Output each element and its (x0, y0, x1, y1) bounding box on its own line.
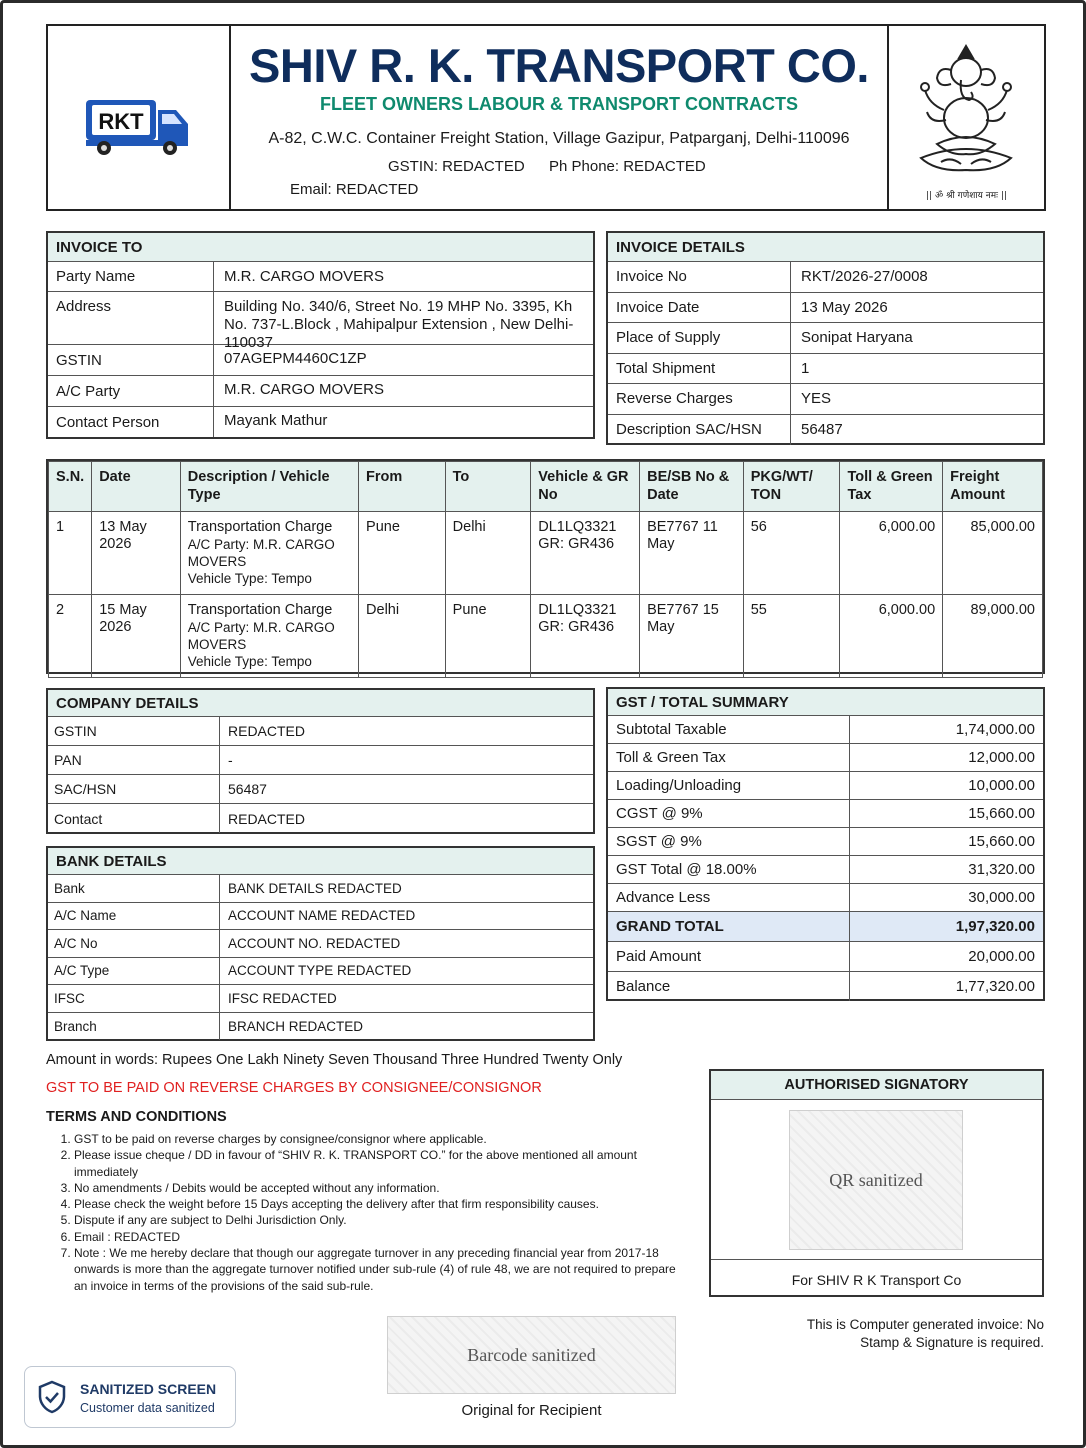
summary-label: Toll & Green Tax (608, 744, 850, 771)
bank-details-row (48, 985, 593, 1013)
invoice-to-title: INVOICE TO (48, 233, 593, 262)
col-header: Toll & Green Tax (840, 462, 943, 512)
summary-row (608, 800, 1043, 828)
kv-value: ACCOUNT TYPE REDACTED (228, 963, 412, 979)
cell-freight: 89,000.00 (943, 595, 1043, 678)
cell-be: BE7767 11 May (640, 512, 744, 595)
original-for-recipient: Original for Recipient (461, 1402, 602, 1419)
kv-label: SAC/HSN (48, 775, 220, 803)
col-header: Vehicle & GR No (531, 462, 640, 512)
kv-value: RKT/2026-27/0008 (801, 268, 928, 285)
summary-row (608, 828, 1043, 856)
kv-label: Bank (48, 875, 220, 902)
summary-row (608, 856, 1043, 884)
desc-line: Transportation Charge (187, 602, 333, 618)
col-header: Date (92, 462, 181, 512)
kv-label: GSTIN (48, 345, 214, 375)
company-phone: Ph Phone: REDACTED (549, 158, 706, 175)
kv-value: YES (801, 390, 832, 407)
kv-value: M.R. CARGO MOVERS (224, 381, 385, 398)
cell-to: Delhi (445, 512, 531, 595)
signatory-for-text: For SHIV R K Transport Co (791, 1272, 962, 1288)
cell-pkg: 56 (743, 512, 840, 595)
summary-row (608, 772, 1043, 800)
cell-from: Delhi (359, 595, 446, 678)
kv-label: PAN (48, 746, 220, 774)
kv-value: 56487 (228, 781, 267, 797)
col-header: From (359, 462, 446, 512)
table-row (49, 595, 1043, 678)
invoice-to-row (48, 407, 593, 437)
kv-value: 1 (801, 359, 810, 377)
cell-pkg: 55 (743, 595, 840, 678)
sanitized-badge-subtitle: Customer data sanitized (80, 1401, 215, 1415)
cell-vehicle (531, 595, 640, 678)
invoice-details-row (608, 262, 1043, 293)
summary-row (608, 942, 1043, 972)
col-header: PKG/WT/ TON (743, 462, 840, 512)
kv-value: BANK DETAILS REDACTED (228, 880, 402, 896)
shield-check-icon (37, 1380, 67, 1414)
kv-value: ACCOUNT NAME REDACTED (228, 908, 416, 924)
summary-value: 1,77,320.00 (955, 978, 1035, 995)
kv-label: A/C Party (48, 376, 214, 406)
col-header: To (445, 462, 531, 512)
company-details-row (48, 717, 593, 746)
signatory-footer (711, 1259, 1042, 1295)
invoice-to-box (46, 231, 595, 439)
sanitized-badge (24, 1366, 236, 1428)
gst-reverse-notice: GST TO BE PAID ON REVERSE CHARGES BY CONSIGNEE/CONSIGNOR (46, 1080, 542, 1096)
kv-value: Mayank Mathur (224, 412, 328, 429)
terms-item: 3. No amendments / Debits would be accepted without any information. (74, 1180, 676, 1196)
kv-label: IFSC (48, 985, 220, 1012)
computer-generated-note: This is Computer generated invoice: No Stamp & Signature is required. (806, 1317, 1044, 1350)
kv-label: A/C Name (48, 903, 220, 930)
desc-vehicle-type: Vehicle Type: Tempo (187, 571, 312, 586)
truck-logo-icon (84, 96, 194, 156)
kv-value: IFSC REDACTED (228, 990, 337, 1006)
kv-label: Address (48, 292, 214, 344)
sanitized-badge-title: SANITIZED SCREEN (80, 1381, 217, 1397)
summary-value: 10,000.00 (968, 777, 1035, 794)
line-items-table (46, 459, 1045, 674)
terms-item: 5. Dispute if any are subject to Delhi Jurisdiction Only. (74, 1212, 676, 1228)
table-row (49, 512, 1043, 595)
summary-value: 15,660.00 (968, 805, 1035, 822)
company-tagline: FLEET OWNERS LABOUR & TRANSPORT CONTRACTS (320, 94, 798, 114)
kv-label: A/C No (48, 930, 220, 957)
kv-value: 56487 (801, 420, 843, 438)
kv-label: Contact (48, 804, 220, 833)
gr-no: GR: GR436 (538, 619, 615, 635)
summary-label: GST Total @ 18.00% (608, 856, 850, 883)
desc-party: A/C Party: M.R. CARGO MOVERS (187, 620, 335, 652)
kv-label: Invoice Date (608, 293, 791, 323)
bank-details-box (46, 846, 595, 1041)
cell-toll: 6,000.00 (840, 595, 943, 678)
barcode-placeholder: Barcode sanitized (387, 1316, 676, 1394)
col-header: Freight Amount (943, 462, 1043, 512)
invoice-to-row (48, 292, 593, 351)
terms-item: 4. Please check the weight before 15 Days accepting the delivery after that firm responsibility causes. (74, 1196, 676, 1212)
kv-label: Total Shipment (608, 354, 791, 384)
cell-freight: 85,000.00 (943, 512, 1043, 595)
summary-value: 1,74,000.00 (955, 721, 1035, 738)
bank-details-title: BANK DETAILS (48, 848, 593, 875)
summary-label: Subtotal Taxable (608, 716, 850, 743)
terms-list (46, 1131, 676, 1294)
desc-vehicle-type: Vehicle Type: Tempo (187, 654, 312, 669)
summary-row (608, 716, 1043, 744)
kv-label: Description SAC/HSN (608, 415, 791, 446)
logo-cell (48, 26, 231, 209)
vehicle-no: DL1LQ3321 (538, 519, 617, 535)
bank-details-row (48, 930, 593, 958)
kv-label: A/C Type (48, 958, 220, 985)
company-name: SHIV R. K. TRANSPORT CO. (249, 39, 869, 92)
kv-label: Contact Person (48, 407, 214, 437)
mantra-text: || ॐ श्री गणेशाय नमः || (926, 191, 1007, 201)
cell-toll: 6,000.00 (840, 512, 943, 595)
summary-value: 30,000.00 (968, 889, 1035, 906)
cell-from: Pune (359, 512, 446, 595)
invoice-details-title: INVOICE DETAILS (608, 233, 1043, 262)
kv-value: REDACTED (228, 810, 306, 827)
summary-label: Paid Amount (608, 942, 850, 971)
invoice-to-row (48, 262, 593, 292)
summary-value: 1,97,320.00 (955, 918, 1035, 935)
invoice-details-row (608, 384, 1043, 415)
cell-be: BE7767 15 May (640, 595, 744, 678)
ganesha-icon (911, 40, 1021, 180)
summary-label: Loading/Unloading (608, 772, 850, 799)
col-header: Description / Vehicle Type (180, 462, 358, 512)
cell-description (180, 595, 358, 678)
bank-details-row (48, 958, 593, 986)
invoice-details-row (608, 293, 1043, 324)
company-info (231, 26, 889, 209)
vehicle-no: DL1LQ3321 (538, 602, 617, 618)
desc-line: Transportation Charge (187, 519, 333, 535)
summary-label: CGST @ 9% (608, 800, 850, 827)
cell-sn: 2 (49, 595, 92, 678)
col-header: BE/SB No & Date (640, 462, 744, 512)
qr-code-placeholder: QR sanitized (789, 1110, 963, 1250)
company-details-row (48, 804, 593, 833)
invoice-details-box (606, 231, 1045, 445)
cell-to: Pune (445, 595, 531, 678)
bank-details-row (48, 875, 593, 903)
company-address: A-82, C.W.C. Container Freight Station, Village Gazipur, Patparganj, Delhi-110096 (268, 130, 850, 147)
deity-cell (889, 26, 1044, 209)
kv-value: 13 May 2026 (801, 298, 888, 316)
kv-label: Branch (48, 1013, 220, 1041)
signatory-title: AUTHORISED SIGNATORY (711, 1071, 1042, 1100)
invoice-header (46, 24, 1046, 211)
kv-value: BRANCH REDACTED (228, 1018, 364, 1034)
amount-in-words: Amount in words: Rupees One Lakh Ninety Seven Thousand Three Hundred Twenty Only (46, 1052, 623, 1068)
company-details-row (48, 775, 593, 804)
kv-label: Party Name (48, 262, 214, 291)
bank-details-row (48, 903, 593, 931)
kv-value: Building No. 340/6, Street No. 19 MHP No. 3395, Kh No. 737-L.Block , Mahipalpur Extension , New Delhi-110037 (224, 298, 574, 351)
summary-label: GRAND TOTAL (608, 912, 850, 941)
summary-value: 31,320.00 (968, 861, 1035, 878)
gst-summary-box (606, 687, 1045, 1001)
terms-item: 1. GST to be paid on reverse charges by consignee/consignor where applicable. (74, 1131, 676, 1147)
cell-date: 13 May 2026 (92, 512, 181, 595)
terms-title: TERMS AND CONDITIONS (46, 1109, 227, 1125)
terms-item: 7. Note : We me hereby declare that though our aggregate turnover in any preceding financial year from 2017-18 onwards is more than the aggregate turnover notified under sub-rule (4) of rule 48, we are not required to prepare an invoice in terms of the provisions of the said sub-rule. (74, 1245, 676, 1294)
signatory-box (709, 1069, 1044, 1297)
cell-description (180, 512, 358, 595)
kv-label: Invoice No (608, 262, 791, 292)
kv-value: REDACTED (228, 723, 306, 739)
kv-value: M.R. CARGO MOVERS (224, 268, 385, 285)
terms-item: 2. Please issue cheque / DD in favour of “SHIV R. K. TRANSPORT CO.” for the above mentioned all amount immediately (74, 1147, 676, 1180)
kv-value: - (228, 752, 233, 768)
invoice-to-row (48, 376, 593, 407)
summary-label: Advance Less (608, 884, 850, 911)
summary-value: 12,000.00 (968, 749, 1035, 766)
summary-value: 15,660.00 (968, 833, 1035, 850)
cell-date: 15 May 2026 (92, 595, 181, 678)
cell-sn: 1 (49, 512, 92, 595)
desc-party: A/C Party: M.R. CARGO MOVERS (187, 537, 335, 569)
kv-label: Place of Supply (608, 323, 791, 353)
terms-item: 6. Email : REDACTED (74, 1229, 676, 1245)
kv-value: ACCOUNT NO. REDACTED (228, 935, 401, 951)
summary-value: 20,000.00 (968, 948, 1035, 965)
invoice-to-row (48, 345, 593, 376)
company-gstin: GSTIN: REDACTED (388, 158, 525, 175)
kv-value: Sonipat Haryana (801, 329, 913, 346)
company-email: Email: REDACTED (290, 181, 419, 198)
summary-row (608, 884, 1043, 912)
kv-label: GSTIN (48, 717, 220, 745)
company-details-row (48, 746, 593, 775)
invoice-details-row (608, 354, 1043, 385)
logo-text: RKT (98, 109, 144, 134)
invoice-details-row (608, 323, 1043, 354)
company-details-title: COMPANY DETAILS (48, 690, 593, 717)
table-header-row (49, 462, 1043, 512)
gr-no: GR: GR436 (538, 536, 615, 552)
col-header: S.N. (49, 462, 92, 512)
grand-total-row (608, 912, 1043, 942)
summary-row (608, 744, 1043, 772)
summary-label: SGST @ 9% (608, 828, 850, 855)
invoice-details-row (608, 415, 1043, 446)
summary-label: Balance (608, 972, 850, 1001)
kv-label: Reverse Charges (608, 384, 791, 414)
company-details-box (46, 688, 595, 834)
bank-details-row (48, 1013, 593, 1041)
kv-value: 07AGEPM4460C1ZP (224, 350, 367, 367)
summary-row (608, 972, 1043, 1001)
gst-summary-title: GST / TOTAL SUMMARY (608, 689, 1043, 716)
cell-vehicle (531, 512, 640, 595)
